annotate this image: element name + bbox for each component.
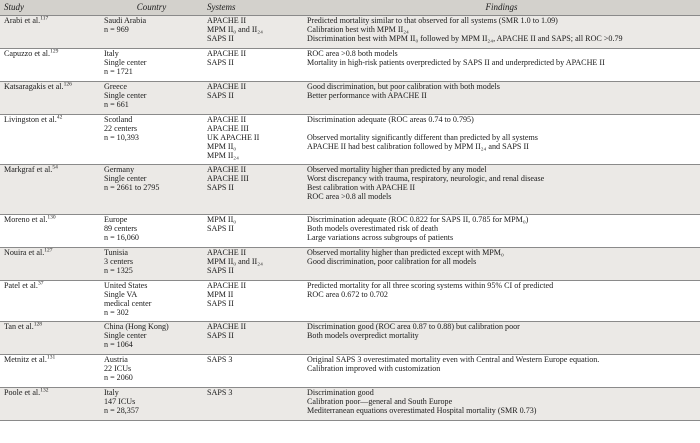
table-row <box>0 322 700 355</box>
study-cell <box>0 49 100 82</box>
table-body <box>0 16 700 421</box>
study-name: Moreno et al. <box>4 215 48 224</box>
systems-cell <box>203 248 303 281</box>
system-line: APACHE II <box>207 322 247 331</box>
study-name: Capuzzo et al. <box>4 49 51 58</box>
table-row <box>0 281 700 322</box>
finding-line: Discrimination good (ROC area 0.87 to 0.88) but calibration poor <box>307 322 520 331</box>
system-line: SAPS II <box>207 223 234 233</box>
study-reference: 54 <box>52 164 58 171</box>
country-line: Europe <box>104 215 128 224</box>
system-line: SAPS II <box>207 265 234 275</box>
finding-line: Predicted mortality similar to that observed for all systems (SMR 1.0 to 1.09) <box>307 16 558 25</box>
study-name: Patel et al. <box>4 281 38 290</box>
country-line: n = 969 <box>104 24 129 34</box>
finding-line: Good discrimination, but poor calibration with both models <box>307 82 500 91</box>
table-row <box>0 49 700 82</box>
study-reference: 131 <box>46 354 56 361</box>
study-cell <box>0 82 100 115</box>
finding-line: Discrimination adequate (ROC areas 0.74 to 0.795) <box>307 115 474 124</box>
study-cell <box>0 388 100 421</box>
system-line: MPM II₀ and II₂₄ <box>207 24 263 34</box>
finding-line: ROC area 0.672 to 0.702 <box>307 289 388 299</box>
country-line: Single center <box>104 330 147 340</box>
table-row <box>0 388 700 421</box>
finding-line: APACHE II had best calibration followed by MPM II₂₄ and SAPS II <box>307 141 529 151</box>
study-name: Metnitz et al. <box>4 355 47 364</box>
finding-line: Good discrimination, poor calibration for all models <box>307 256 477 266</box>
finding-line: Calibration best with MPM II₂₄ <box>307 24 409 34</box>
country-cell <box>100 49 203 82</box>
country-line: Single center <box>104 173 147 183</box>
study-cell <box>0 165 100 215</box>
study-reference: 127 <box>44 247 53 254</box>
system-line: APACHE II <box>207 281 247 290</box>
country-cell <box>100 355 203 388</box>
table-row <box>0 165 700 215</box>
study-cell <box>0 248 100 281</box>
system-line: SAPS 3 <box>207 388 233 397</box>
findings-cell <box>303 322 700 355</box>
finding-line: ROC area >0.8 both models <box>307 49 398 58</box>
system-line: SAPS II <box>207 182 234 192</box>
country-line: Italy <box>104 49 119 58</box>
study-name: Katsaragakis et al. <box>4 82 64 91</box>
finding-line: Discrimination good <box>307 388 374 397</box>
system-line: UK APACHE II <box>207 132 260 142</box>
finding-line: Discrimination adequate (ROC 0.822 for SAPS II, 0.785 for MPM₀) <box>307 215 529 224</box>
finding-line: Both models overpredict mortality <box>307 330 419 340</box>
finding-line: Predicted mortality for all three scoring systems within 95% CI of predicted <box>307 281 554 290</box>
country-line: Austria <box>104 355 128 364</box>
table-row <box>0 215 700 248</box>
systems-cell <box>203 322 303 355</box>
country-line: Single center <box>104 57 147 67</box>
study-name: Nouira et al. <box>4 248 45 257</box>
finding-line: Observed mortality significantly different than predicted by all systems <box>307 132 538 142</box>
findings-cell <box>303 49 700 82</box>
study-cell <box>0 215 100 248</box>
system-line: SAPS II <box>207 330 234 340</box>
finding-line: Mortality in high-risk patients overpredicted by SAPS II and underpredicted by APACHE II <box>307 57 605 67</box>
country-line: n = 2060 <box>104 372 133 382</box>
systems-cell <box>203 82 303 115</box>
systems-cell <box>203 115 303 165</box>
findings-cell <box>303 16 700 49</box>
system-line: APACHE II <box>207 16 247 25</box>
study-reference: 129 <box>50 48 59 55</box>
country-line: 22 centers <box>104 123 138 133</box>
country-line: 3 centers <box>104 256 133 266</box>
finding-line: Best calibration with APACHE II <box>307 182 416 192</box>
systems-cell <box>203 165 303 215</box>
finding-line: Calibration improved with customization <box>307 363 441 373</box>
study-name: Arabi et al. <box>4 16 41 25</box>
finding-line: Observed mortality higher than predicted by any model <box>307 165 487 174</box>
country-line: Tunisia <box>104 248 128 257</box>
study-name: Tan et al. <box>4 322 34 331</box>
country-cell <box>100 322 203 355</box>
country-cell <box>100 16 203 49</box>
study-cell <box>0 281 100 322</box>
finding-line: ROC area >0.8 all models <box>307 191 392 201</box>
study-reference: 128 <box>33 321 43 328</box>
finding-line: Calibration poor—general and South Europe <box>307 396 453 406</box>
system-line: SAPS 3 <box>207 355 233 364</box>
system-line: MPM II₀ <box>207 215 237 224</box>
country-cell <box>100 165 203 215</box>
country-line: n = 28,357 <box>104 405 139 415</box>
finding-line: Both models overestimated risk of death <box>307 223 439 233</box>
country-line: Greece <box>104 82 127 91</box>
country-line: n = 302 <box>104 307 129 317</box>
system-line: SAPS II <box>207 298 234 308</box>
country-line: United States <box>104 281 148 290</box>
study-reference: 37 <box>37 280 44 287</box>
system-line: MPM II₀ and II₂₄ <box>207 256 263 266</box>
country-line: 89 centers <box>104 223 138 233</box>
system-line: MPM II₂₄ <box>207 150 239 160</box>
table-row <box>0 82 700 115</box>
study-name: Livingston et al. <box>4 115 57 124</box>
study-name: Poole et al. <box>4 388 41 397</box>
country-line: Single VA <box>104 289 138 299</box>
system-line: SAPS II <box>207 33 234 43</box>
finding-line: Worst discrepancy with trauma, respiratory, neurologic, and renal disease <box>307 173 545 183</box>
country-line: n = 10,393 <box>104 132 139 142</box>
study-cell <box>0 115 100 165</box>
study-reference: 42 <box>56 114 63 121</box>
findings-cell <box>303 115 700 165</box>
study-reference: 126 <box>63 81 72 88</box>
country-line: n = 1325 <box>104 265 133 275</box>
finding-line: Mediterranean equations overestimated Hospital mortality (SMR 0.73) <box>307 405 537 415</box>
system-line: APACHE II <box>207 49 247 58</box>
finding-line: Large variations across subgroups of patients <box>307 232 454 242</box>
finding-line: Observed mortality higher than predicted except with MPM₀ <box>307 248 504 257</box>
findings-cell <box>303 388 700 421</box>
study-reference: 132 <box>40 387 49 394</box>
study-name: Markgraf et al. <box>4 165 53 174</box>
system-line: APACHE III <box>207 123 249 133</box>
country-cell <box>100 115 203 165</box>
system-line: APACHE II <box>207 248 247 257</box>
country-line: China (Hong Kong) <box>104 322 169 331</box>
finding-line: Discrimination best with MPM II₀ followed by MPM II₂₄, APACHE II and SAPS; all ROC >0.79 <box>307 33 623 43</box>
systems-cell <box>203 388 303 421</box>
country-cell <box>100 82 203 115</box>
system-line: MPM II <box>207 289 234 299</box>
findings-cell <box>303 82 700 115</box>
study-cell <box>0 355 100 388</box>
header-country: Country <box>100 0 203 16</box>
systems-cell <box>203 49 303 82</box>
study-reference: 130 <box>47 214 56 221</box>
finding-line: Original SAPS 3 overestimated mortality even with Central and Western Europe equation. <box>307 355 600 364</box>
findings-cell <box>303 215 700 248</box>
header-findings: Findings <box>303 0 700 16</box>
country-line: Italy <box>104 388 119 397</box>
study-cell <box>0 322 100 355</box>
system-line: MPM II₀ <box>207 141 237 151</box>
findings-cell <box>303 281 700 322</box>
header-systems: Systems <box>203 0 303 16</box>
table-row <box>0 115 700 165</box>
finding-line: Better performance with APACHE II <box>307 90 427 100</box>
country-line: n = 16,060 <box>104 232 139 242</box>
country-line: Scotland <box>104 115 133 124</box>
country-line: 22 ICUs <box>104 363 132 373</box>
country-line: n = 1064 <box>104 339 133 349</box>
table-header <box>0 0 700 16</box>
systems-cell <box>203 215 303 248</box>
table-row <box>0 248 700 281</box>
system-line: APACHE II <box>207 165 247 174</box>
findings-cell <box>303 248 700 281</box>
header-row <box>0 0 700 16</box>
country-line: medical center <box>104 298 152 308</box>
country-line: Germany <box>104 165 135 174</box>
systems-cell <box>203 16 303 49</box>
findings-cell <box>303 355 700 388</box>
systems-cell <box>203 355 303 388</box>
system-line: APACHE II <box>207 82 247 91</box>
system-line: APACHE III <box>207 173 249 183</box>
study-reference: 117 <box>40 15 49 22</box>
table-row <box>0 16 700 49</box>
country-line: n = 1721 <box>104 66 133 76</box>
table-row <box>0 355 700 388</box>
findings-cell <box>303 165 700 215</box>
country-line: Saudi Arabia <box>104 16 147 25</box>
country-line: n = 661 <box>104 99 129 109</box>
system-line: SAPS II <box>207 57 234 67</box>
country-line: 147 ICUs <box>104 396 136 406</box>
country-cell <box>100 281 203 322</box>
country-cell <box>100 388 203 421</box>
country-line: Single center <box>104 90 147 100</box>
country-cell <box>100 248 203 281</box>
country-cell <box>100 215 203 248</box>
systems-cell <box>203 281 303 322</box>
study-cell <box>0 16 100 49</box>
header-study: Study <box>0 0 100 16</box>
system-line: SAPS II <box>207 90 234 100</box>
country-line: n = 2661 to 2795 <box>104 182 160 192</box>
system-line: APACHE II <box>207 115 247 124</box>
